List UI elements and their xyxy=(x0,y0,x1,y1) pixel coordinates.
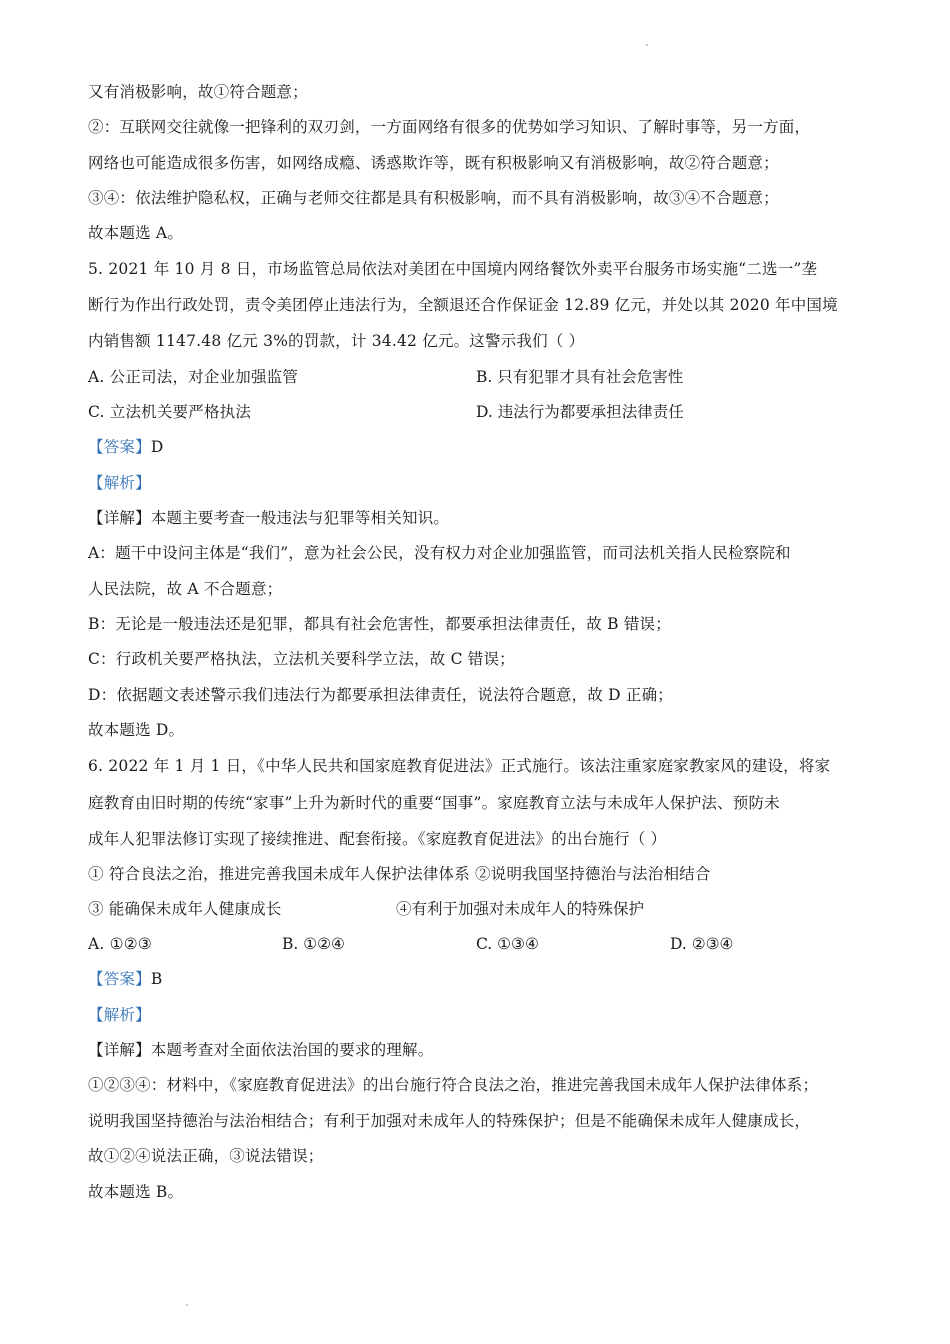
q4-line-2: ②：互联网交往就像一把锋利的双刃剑，一方面网络有很多的优势如学习知识、了解时事等，另一方面， xyxy=(88,118,811,136)
q5-conclusion: 故本题选 D。 xyxy=(88,721,185,739)
q6-statement-4: ④有利于加强对未成年人的特殊保护 xyxy=(396,900,645,918)
q6-conclusion: 故本题选 B。 xyxy=(88,1183,184,1201)
q5-answer-value: D xyxy=(150,438,164,456)
q6-option-c: C. ①③④ xyxy=(476,935,539,953)
q6-answer xyxy=(88,969,162,989)
q6-option-a: A. ①②③ xyxy=(88,935,152,953)
header-dot xyxy=(646,44,648,46)
q6-detail-4: 故①②④说法正确，③说法错误； xyxy=(88,1147,324,1165)
q5-stem-1: 5. 2021 年 10 月 8 日，市场监管总局依法对美团在中国境内网络餐饮外卖平台服务市场实施“二选一”垄 xyxy=(88,260,818,278)
q5-detail-6: D：依据题文表述警示我们违法行为都要承担法律责任，说法符合题意，故 D 正确； xyxy=(88,686,674,704)
q5-option-b: B. 只有犯罪才具有社会危害性 xyxy=(476,368,684,386)
q6-stem-3: 成年人犯罪法修订实现了接续推进、配套衔接。《家庭教育促进法》的出台施行（ ） xyxy=(88,830,667,848)
q5-detail-2: A：题干中设问主体是“我们”，意为社会公民，没有权力对企业加强监管，而司法机关指人民检察院和 xyxy=(88,544,791,562)
q5-option-a: A. 公正司法，对企业加强监管 xyxy=(88,368,299,386)
q6-option-d: D. ②③④ xyxy=(670,935,734,953)
q6-stem-1: 6. 2022 年 1 月 1 日，《中华人民共和国家庭教育促进法》正式施行。该法注重家庭家教家风的建设，将家 xyxy=(88,757,831,775)
q5-detail-3: 人民法院，故 A 不合题意； xyxy=(88,580,283,598)
q5-option-c: C. 立法机关要严格执法 xyxy=(88,403,252,421)
q6-detail-1: 【详解】本题考查对全面依法治国的要求的理解。 xyxy=(88,1041,434,1059)
q6-answer-value: B xyxy=(150,970,163,988)
q6-statement-3: ③ 能确保未成年人健康成长 xyxy=(88,900,282,918)
q4-line-3: 网络也可能造成很多伤害，如网络成瘾、诱惑欺诈等，既有积极影响又有消极影响，故②符合题意； xyxy=(88,154,779,172)
q4-line-4: ③④：依法维护隐私权，正确与老师交往都是具有积极影响，而不具有消极影响，故③④不合题意； xyxy=(88,189,779,207)
q6-option-b: B. ①②④ xyxy=(282,935,345,953)
q4-line-1: 又有消极影响，故①符合题意； xyxy=(88,83,308,101)
q5-stem-2: 断行为作出行政处罚，责令美团停止违法行为，全额退还合作保证金 12.89 亿元，并处以其 2020 年中国境 xyxy=(88,296,838,314)
q5-analysis-tag: 【解析】 xyxy=(88,474,151,492)
q5-stem-3: 内销售额 1147.48 亿元 3%的罚款，计 34.42 亿元。这警示我们（ ） xyxy=(88,332,585,350)
q6-answer-tag: 【答案】 xyxy=(88,970,151,988)
q5-detail-4: B：无论是一般违法还是犯罪，都具有社会危害性，都要承担法律责任，故 B 错误； xyxy=(88,615,671,633)
q6-detail-3: 说明我国坚持德治与法治相结合；有利于加强对未成年人的特殊保护；但是不能确保未成年人健康成长， xyxy=(88,1112,811,1130)
q6-detail-2: ①②③④：材料中，《家庭教育促进法》的出台施行符合良法之治，推进完善我国未成年人保护法律体系； xyxy=(88,1076,819,1094)
q4-conclusion: 故本题选 A。 xyxy=(88,224,184,242)
q5-answer-tag: 【答案】 xyxy=(88,438,151,456)
q5-detail-5: C：行政机关要严格执法，立法机关要科学立法，故 C 错误； xyxy=(88,650,515,668)
q5-option-d: D. 违法行为都要承担法律责任 xyxy=(476,403,684,421)
footer-dot xyxy=(186,1304,188,1306)
q5-answer xyxy=(88,437,163,457)
q6-statements-1-2: ① 符合良法之治，推进完善我国未成年人保护法律体系 ②说明我国坚持德治与法治相结合 xyxy=(88,865,711,883)
q6-stem-2: 庭教育由旧时期的传统“家事”上升为新时代的重要“国事”。家庭教育立法与未成年人保护法、预防未 xyxy=(88,794,780,812)
q5-detail-1: 【详解】本题主要考查一般违法与犯罪等相关知识。 xyxy=(88,509,450,527)
q6-analysis-tag: 【解析】 xyxy=(88,1006,151,1024)
